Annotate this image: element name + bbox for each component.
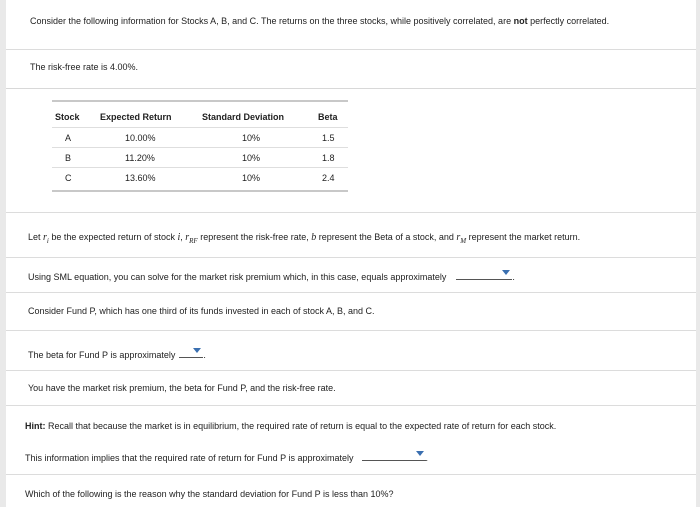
risk-free-rate-text: The risk-free rate is 4.00%. [30, 62, 139, 72]
row-rule [52, 147, 348, 148]
cell-beta-c: 2.4 [322, 173, 335, 183]
cell-return-c: 13.60% [125, 173, 156, 183]
cell-beta-b: 1.8 [322, 153, 335, 163]
reason-question: Which of the following is the reason why the standard deviation for Fund P is less than 10%? [25, 489, 394, 499]
divider [6, 370, 696, 371]
header-stock: Stock [55, 112, 80, 122]
hint-label: Hint: [25, 421, 46, 431]
cell-beta-a: 1.5 [322, 133, 335, 143]
sml-question: Using SML equation, you can solve for the market risk premium which, in this case, equals approximately . [28, 268, 515, 282]
header-rule [52, 127, 348, 128]
divider [6, 49, 696, 50]
divider [6, 405, 696, 406]
divider [6, 257, 696, 258]
header-expected-return: Expected Return [100, 112, 172, 122]
cell-sd-c: 10% [242, 173, 261, 183]
cell-sd-a: 10% [242, 133, 261, 143]
required-return-dropdown[interactable] [362, 449, 426, 461]
divider [6, 474, 696, 475]
cell-return-a: 10.00% [125, 133, 156, 143]
cell-return-b: 11.20% [125, 153, 155, 163]
stock-table [52, 100, 348, 195]
intro-text: Consider the following information for Stocks A, B, and C. The returns on the three stocks, while positively correlated, are not perfectly correlated. [30, 16, 610, 26]
summary-text: You have the market risk premium, the beta for Fund P, and the risk-free rate. [28, 383, 336, 393]
table-bottom-rule [52, 190, 348, 192]
header-standard-deviation: Standard Deviation [202, 112, 285, 122]
beta-question: The beta for Fund P is approximately . [28, 346, 206, 360]
table-top-rule [52, 100, 348, 102]
hint-text: Hint: Recall that because the market is in equilibrium, the required rate of return is equal to the expected rate of return for each stock. [25, 421, 557, 431]
chevron-down-icon [193, 348, 201, 353]
cell-stock-c: C [65, 173, 72, 183]
row-rule [52, 167, 348, 168]
divider [6, 292, 696, 293]
header-beta: Beta [318, 112, 338, 122]
divider [6, 330, 696, 331]
cell-sd-b: 10% [242, 153, 261, 163]
chevron-down-icon [416, 451, 424, 456]
required-return-question: This information implies that the required rate of return for Fund P is approximately . [25, 449, 428, 463]
divider [6, 212, 696, 213]
definition-text: Let $r_i$ be the expected return of stock i, $r_{RF}$ represent the risk-free rate, b represent the Beta of a stock, and $r_M$ represent the market return. [28, 232, 581, 245]
cell-stock-a: A [65, 133, 72, 143]
chevron-down-icon [502, 270, 510, 275]
not-emphasis: not [513, 16, 528, 26]
market-risk-premium-dropdown[interactable] [456, 268, 512, 280]
cell-stock-b: B [65, 153, 72, 163]
fund-beta-dropdown[interactable] [179, 346, 203, 358]
fund-p-text: Consider Fund P, which has one third of its funds invested in each of stock A, B, and C. [28, 306, 375, 316]
